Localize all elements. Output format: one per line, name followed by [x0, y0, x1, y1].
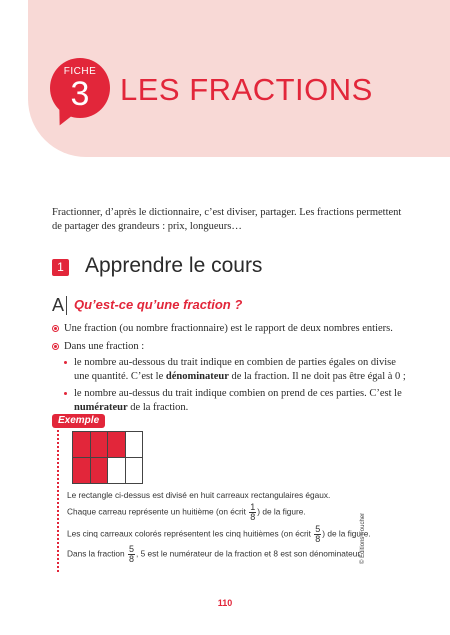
grid-cell: [108, 458, 126, 484]
fraction: [128, 545, 135, 564]
grid-cell-colored: [91, 432, 109, 458]
example-line-text: ) de la figure.: [322, 528, 371, 539]
page-number: 110: [217, 598, 233, 608]
bullet-text: Dans une fraction :: [64, 341, 145, 352]
page-title: LES FRACTIONS: [120, 72, 373, 107]
bullet-icon: [52, 325, 59, 332]
example-line-text: Le rectangle ci-dessus est divisé en huit carreaux rectangulaires égaux.: [67, 490, 331, 500]
grid-cell-colored: [73, 458, 91, 484]
example-line: [67, 545, 362, 564]
fraction-numerator: 5: [128, 544, 134, 554]
sub-bullet-icon: [64, 392, 67, 395]
grid-cell-colored: [108, 432, 126, 458]
fraction: [249, 503, 256, 522]
grid-cell-colored: [73, 432, 91, 458]
list-item: [52, 322, 412, 336]
copyright-notice: © Éditions Foucher: [360, 512, 366, 564]
subsection-title: Qu’est-ce qu’une fraction ?: [74, 297, 243, 312]
example-badge: Exemple: [52, 414, 105, 428]
section-number: 1: [52, 259, 69, 276]
fraction-numerator: 5: [315, 524, 321, 534]
sub-bullet-icon: [64, 361, 67, 364]
sub-bullet-text: le nombre au-dessous du trait indique en combien de parties égales on divise une quantité. C’est le: [74, 357, 396, 382]
bullet-text: Une fraction (ou nombre fractionnaire) est le rapport de deux nombres entiers.: [64, 323, 393, 334]
example-line-text: , 5 est le numérateur de la fraction et 8 est son dénominateur.: [135, 548, 362, 559]
example-line-text: Chaque carreau représente un huitième (on écrit: [67, 506, 249, 517]
fiche-number: 3: [70, 75, 90, 113]
fraction-denominator: 8: [128, 554, 134, 564]
example-line: [67, 525, 371, 544]
example-line: [67, 490, 330, 500]
fraction-numerator: 1: [250, 502, 256, 512]
numerator-term: numérateur: [74, 402, 128, 413]
grid-cell: [126, 458, 144, 484]
intro-paragraph: Fractionner, d’après le dictionnaire, c’est diviser, partager. Les fractions permettent de partager des grandeurs : prix, longueurs…: [52, 207, 402, 232]
sub-bullet-text: de la fraction.: [127, 402, 189, 413]
grid-cell: [126, 432, 144, 458]
sub-list-item: [52, 356, 412, 384]
sub-bullet-text: le nombre au-dessus du trait indique combien on prend de ces parties. C’est le: [74, 388, 402, 399]
example-line-text: ) de la figure.: [257, 506, 306, 517]
denominator-term: dénominateur: [165, 371, 229, 382]
example-line-text: Les cinq carreaux colorés représentent les cinq huitièmes (on écrit: [67, 528, 314, 539]
subsection-letter: A: [52, 295, 65, 315]
sub-list-item: [52, 387, 412, 415]
section-title: Apprendre le cours: [85, 254, 263, 277]
fraction: [314, 525, 321, 544]
subsection-divider: [66, 296, 67, 315]
fraction-denominator: 8: [315, 534, 321, 544]
example-dotted-rule: [57, 430, 59, 572]
bullet-icon: [52, 343, 59, 350]
list-item: [52, 340, 412, 354]
example-line-text: Dans la fraction: [67, 548, 127, 559]
fraction-grid: [72, 431, 143, 484]
grid-cell-colored: [91, 458, 109, 484]
sub-bullet-text: de la fraction. Il ne doit pas être égal à 0 ;: [228, 371, 406, 382]
fraction-denominator: 8: [250, 512, 256, 522]
definition-list: [52, 322, 412, 418]
example-line: [67, 503, 306, 522]
fiche-label: FICHE: [63, 66, 97, 77]
